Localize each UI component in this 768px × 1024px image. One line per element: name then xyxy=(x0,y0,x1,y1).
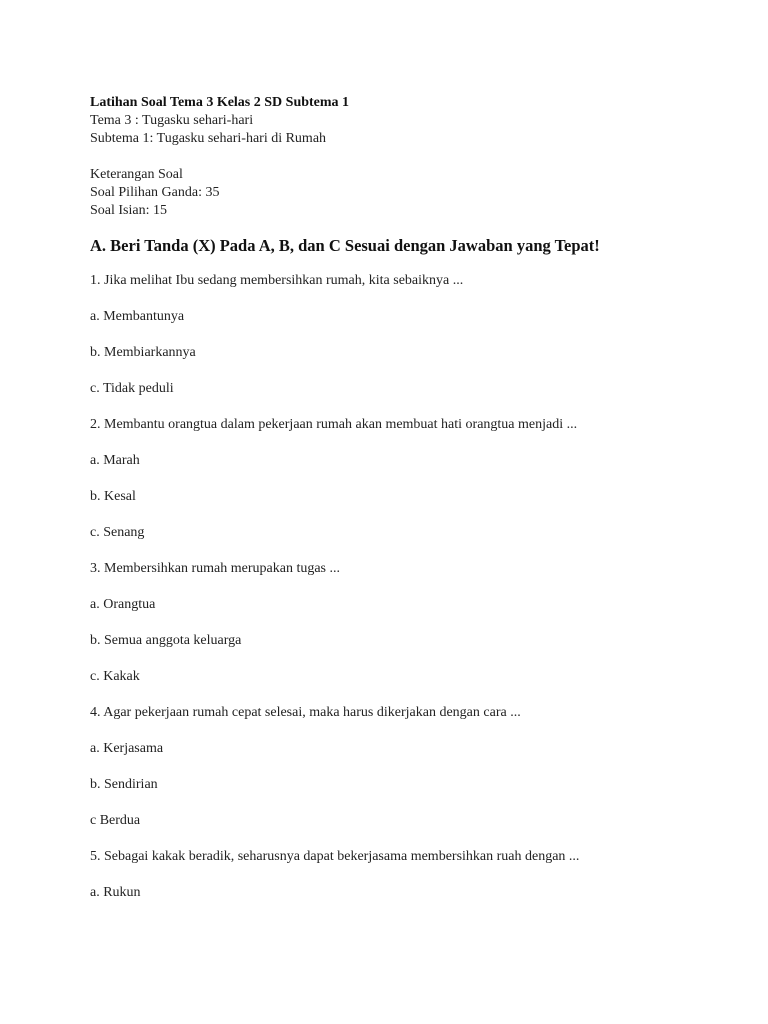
question-2-option-b: b. Kesal xyxy=(90,489,136,504)
keterangan-heading: Keterangan Soal xyxy=(90,167,183,182)
question-2-text: 2. Membantu orangtua dalam pekerjaan rumah akan membuat hati orangtua menjadi ... xyxy=(90,417,578,432)
document-page xyxy=(90,94,730,920)
question-4-text: 4. Agar pekerjaan rumah cepat selesai, maka harus dikerjakan dengan cara ... xyxy=(90,705,521,720)
question-5-option-a: a. Rukun xyxy=(90,885,141,900)
question-1-option-c: c. Tidak peduli xyxy=(90,381,174,396)
question-3-text: 3. Membersihkan rumah merupakan tugas ... xyxy=(90,561,340,576)
section-a-heading: A. Beri Tanda (X) Pada A, B, dan C Sesuai dengan Jawaban yang Tepat! xyxy=(90,236,600,255)
question-1-option-b: b. Membiarkannya xyxy=(90,345,196,360)
isian-count: Soal Isian: 15 xyxy=(90,203,167,218)
question-1-text: 1. Jika melihat Ibu sedang membersihkan rumah, kita sebaiknya ... xyxy=(90,273,464,288)
question-list xyxy=(90,272,730,902)
pilihan-ganda-count: Soal Pilihan Ganda: 35 xyxy=(90,185,220,200)
question-3-option-a: a. Orangtua xyxy=(90,597,156,612)
question-4-option-c: c Berdua xyxy=(90,813,141,828)
question-3-option-b: b. Semua anggota keluarga xyxy=(90,633,242,648)
question-5-text: 5. Sebagai kakak beradik, seharusnya dapat bekerjasama membersihkan ruah dengan ... xyxy=(90,849,580,864)
question-1-option-a: a. Membantunya xyxy=(90,309,185,324)
document-title: Latihan Soal Tema 3 Kelas 2 SD Subtema 1 xyxy=(90,95,350,110)
question-3-option-c: c. Kakak xyxy=(90,669,140,684)
spacer xyxy=(90,148,730,166)
question-4-option-a: a. Kerjasama xyxy=(90,741,164,756)
question-4-option-b: b. Sendirian xyxy=(90,777,158,792)
question-2-option-a: a. Marah xyxy=(90,453,140,468)
question-2-option-c: c. Senang xyxy=(90,525,145,540)
tema-line: Tema 3 : Tugasku sehari-hari xyxy=(90,113,254,128)
subtema-line: Subtema 1: Tugasku sehari-hari di Rumah xyxy=(90,131,327,146)
